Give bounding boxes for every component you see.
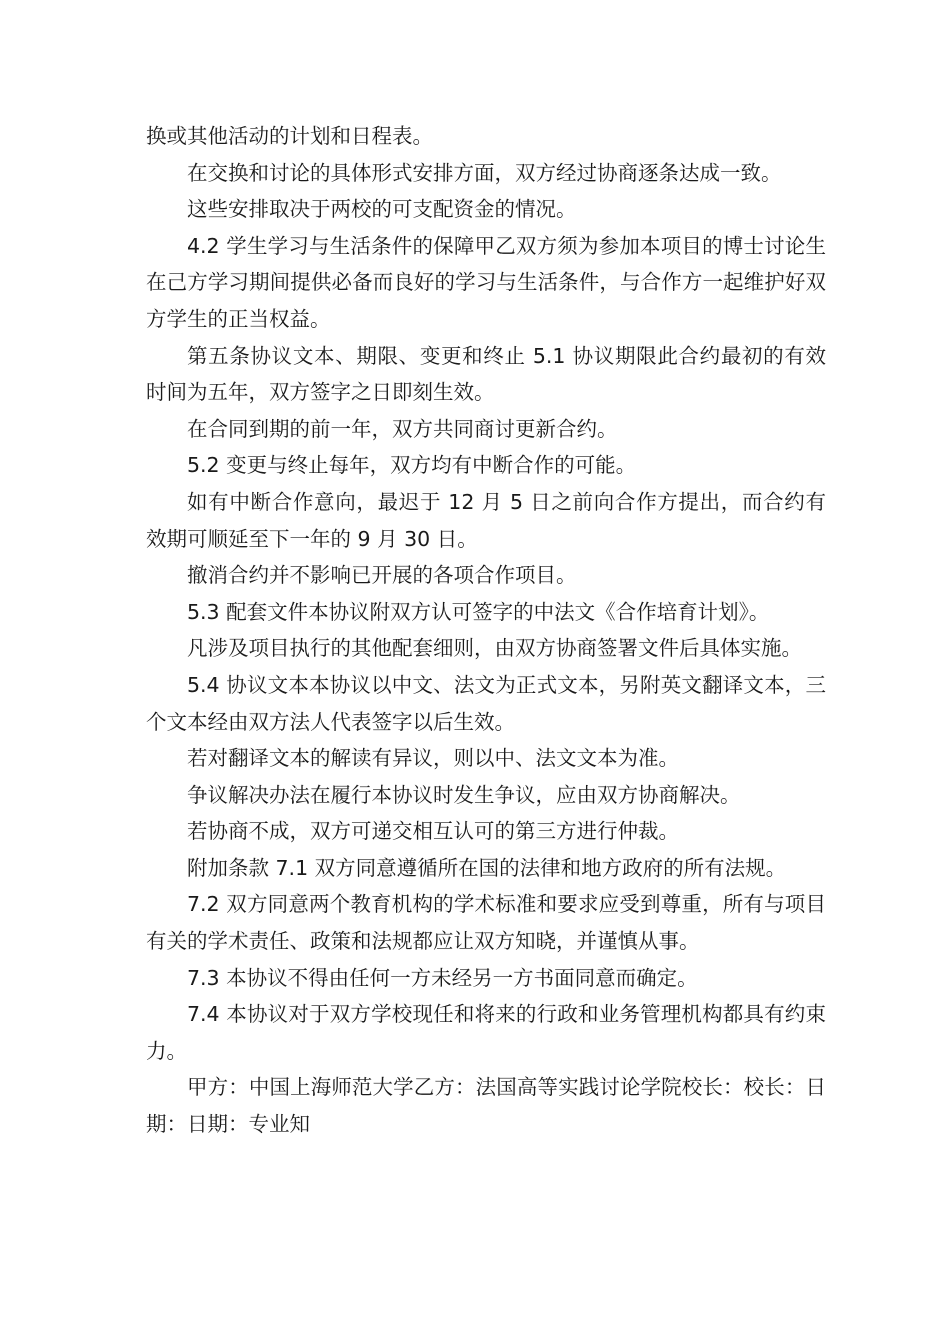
paragraph-12: 5.4 协议文本本协议以中文、法文为正式文本，另附英文翻译文本，三个文本经由双方法人代表签字以后生效。 <box>146 672 826 734</box>
paragraph-1: 换或其他活动的计划和日程表。 <box>146 124 433 148</box>
paragraph-6: 在合同到期的前一年，双方共同商讨更新合约。 <box>187 416 618 441</box>
paragraph-4: 4.2 学生学习与生活条件的保障甲乙双方须为参加本项目的博士讨论生在己方学习期间提供必备而良好的学习与生活条件，与合作方一起维护好双方学生的正当权益。 <box>146 233 826 331</box>
paragraph-8: 如有中断合作意向，最迟于 12 月 5 日之前向合作方提出，而合约有效期可顺延至下一年的 9 月 30 日。 <box>146 489 826 551</box>
paragraph-16: 附加条款 7.1 双方同意遵循所在国的法律和地方政府的所有法规。 <box>187 855 787 880</box>
paragraph-13: 若对翻译文本的解读有异议，则以中、法文文本为准。 <box>187 746 679 771</box>
paragraph-3: 这些安排取决于两校的可支配资金的情况。 <box>187 197 577 222</box>
paragraph-20: 甲方：中国上海师范大学乙方：法国高等实践讨论学院校长：校长：日期：日期：专业知 <box>146 1075 826 1137</box>
paragraph-19: 7.4 本协议对于双方学校现任和将来的行政和业务管理机构都具有约束力。 <box>146 1002 826 1063</box>
paragraph-2: 在交换和讨论的具体形式安排方面，双方经过协商逐条达成一致。 <box>187 160 782 185</box>
paragraph-9: 撤消合约并不影响已开展的各项合作项目。 <box>187 563 577 588</box>
paragraph-18: 7.3 本协议不得由任何一方未经另一方书面同意而确定。 <box>187 965 698 990</box>
paragraph-17: 7.2 双方同意两个教育机构的学术标准和要求应受到尊重，所有与项目有关的学术责任、政策和法规都应让双方知晓，并谨慎从事。 <box>146 892 826 954</box>
paragraph-11: 凡涉及项目执行的其他配套细则，由双方协商签署文件后具体实施。 <box>187 636 802 661</box>
paragraph-14: 争议解决办法在履行本协议时发生争议，应由双方协商解决。 <box>187 782 741 807</box>
paragraph-7: 5.2 变更与终止每年，双方均有中断合作的可能。 <box>187 453 637 478</box>
paragraph-10: 5.3 配套文件本协议附双方认可签字的中法文《合作培育计划》。 <box>187 599 770 624</box>
paragraph-15: 若协商不成，双方可递交相互认可的第三方进行仲裁。 <box>187 819 679 844</box>
document-body <box>146 118 826 1143</box>
paragraph-5: 第五条协议文本、期限、变更和终止 5.1 协议期限此合约最初的有效时间为五年，双方签字之日即刻生效。 <box>146 343 826 405</box>
